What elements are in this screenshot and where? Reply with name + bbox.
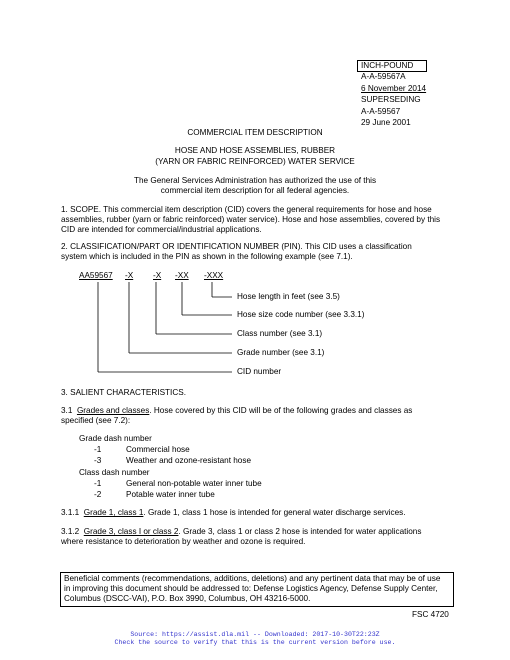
scope-line3: CID are intended for commercial/industrial applications.: [61, 225, 262, 234]
s31-title: Grades and classes: [76, 406, 150, 415]
superseding-label: SUPERSEDING: [361, 95, 421, 105]
source-footer: [0, 631, 510, 647]
comments-box: [60, 572, 454, 607]
class-desc-1: General non-potable water inner tube: [126, 479, 262, 488]
source-footer-line2: Check the source to verify that this is the current version before use.: [114, 639, 396, 646]
comments-line3: Columbus (DSCC-VAI), P.O. Box 3990, Columbus, OH 43216-5000.: [64, 594, 311, 603]
pin-grade-code: -X: [125, 271, 134, 280]
pin-base: AA59567: [79, 271, 113, 280]
document-date: 6 November 2014: [361, 83, 427, 93]
superseded-date: 29 June 2001: [361, 118, 411, 128]
pin-size-code: -XX: [175, 271, 189, 280]
s311-title: Grade 1, class 1: [83, 508, 144, 517]
grade-desc-1: Commercial hose: [126, 445, 190, 454]
section-3-1-1: [61, 508, 406, 518]
class-num-1: -1: [94, 479, 102, 488]
pin-label-length: Hose length in feet (see 3.5): [237, 292, 340, 301]
document-title-line2: (YARN OR FABRIC REINFORCED) WATER SERVICE: [155, 157, 355, 166]
cid-title: COMMERCIAL ITEM DESCRIPTION: [187, 128, 323, 137]
section-3-1: [61, 406, 412, 426]
s311-text: . Grade 1, class 1 hose is intended for general water discharge services.: [143, 508, 406, 517]
grade-desc-3: Weather and ozone-resistant hose: [126, 456, 252, 465]
classification-line2: system which is included in the PIN as shown in the following example (see 7.1).: [61, 252, 353, 261]
document-title-line1: HOSE AND HOSE ASSEMBLIES, RUBBER: [174, 146, 336, 155]
comments-line1: Beneficial comments (recommendations, additions, deletions) and any pertinent data that may be of use: [64, 574, 441, 583]
s311-number: 3.1.1: [61, 508, 84, 517]
document-id: A-A-59567A: [361, 72, 406, 81]
s312-title: Grade 3, class I or class 2: [83, 527, 179, 536]
grade-num-1: -1: [94, 445, 102, 454]
class-num-2: -2: [94, 490, 102, 499]
s312-text-line2: where resistance to deterioration by weather and ozone is required.: [61, 537, 306, 546]
gsa-authorization-line2: commercial item description for all federal agencies.: [160, 186, 350, 195]
superseded-id: A-A-59567: [361, 106, 401, 116]
class-desc-2: Potable water inner tube: [126, 490, 215, 499]
inch-pound-label: INCH-POUND: [361, 61, 414, 70]
s312-number: 3.1.2: [61, 527, 84, 536]
pin-label-grade: Grade number (see 3.1): [237, 348, 325, 357]
pin-class-code: -X: [153, 271, 162, 280]
source-footer-line1: Source: https://assist.dla.mil -- Downloaded: 2017-10-30T22:23Z: [130, 631, 380, 638]
gsa-authorization-line1: The General Services Administration has authorized the use of this: [133, 176, 377, 185]
comments-line2: in improving this document should be addressed to: Defense Logistics Agency, Defense Supply Center,: [64, 584, 438, 593]
scope-line1: 1. SCOPE. This commercial item description (CID) covers the general requirements for hose and hose: [61, 205, 432, 214]
fsc-code: FSC 4720: [412, 610, 449, 619]
pin-label-cid: CID number: [237, 367, 282, 376]
classification-line1: 2. CLASSIFICATION/PART OR IDENTIFICATION NUMBER (PIN). This CID uses a classification: [61, 242, 412, 251]
s31-text-line2: specified (see 7.2):: [61, 416, 131, 425]
class-heading: Class dash number: [79, 468, 150, 477]
pin-label-size: Hose size code number (see 3.3.1): [237, 310, 365, 319]
pin-label-class: Class number (see 3.1): [237, 329, 323, 338]
scope-line2: assemblies, rubber (yarn or fabric reinforced) water service). Hose and hose assemblies, covered by this: [61, 215, 441, 224]
s31-number: 3.1: [61, 406, 77, 415]
grade-heading: Grade dash number: [79, 434, 152, 443]
s312-text: . Grade 3, class 1 or class 2 hose is intended for water applications: [178, 527, 422, 536]
section-3-1-2: [61, 527, 421, 547]
pin-length-code: -XXX: [204, 271, 224, 280]
salient-heading: 3. SALIENT CHARACTERISTICS.: [61, 388, 186, 397]
s31-text: . Hose covered by this CID will be of the following grades and classes as: [149, 406, 413, 415]
grade-num-3: -3: [94, 456, 102, 465]
